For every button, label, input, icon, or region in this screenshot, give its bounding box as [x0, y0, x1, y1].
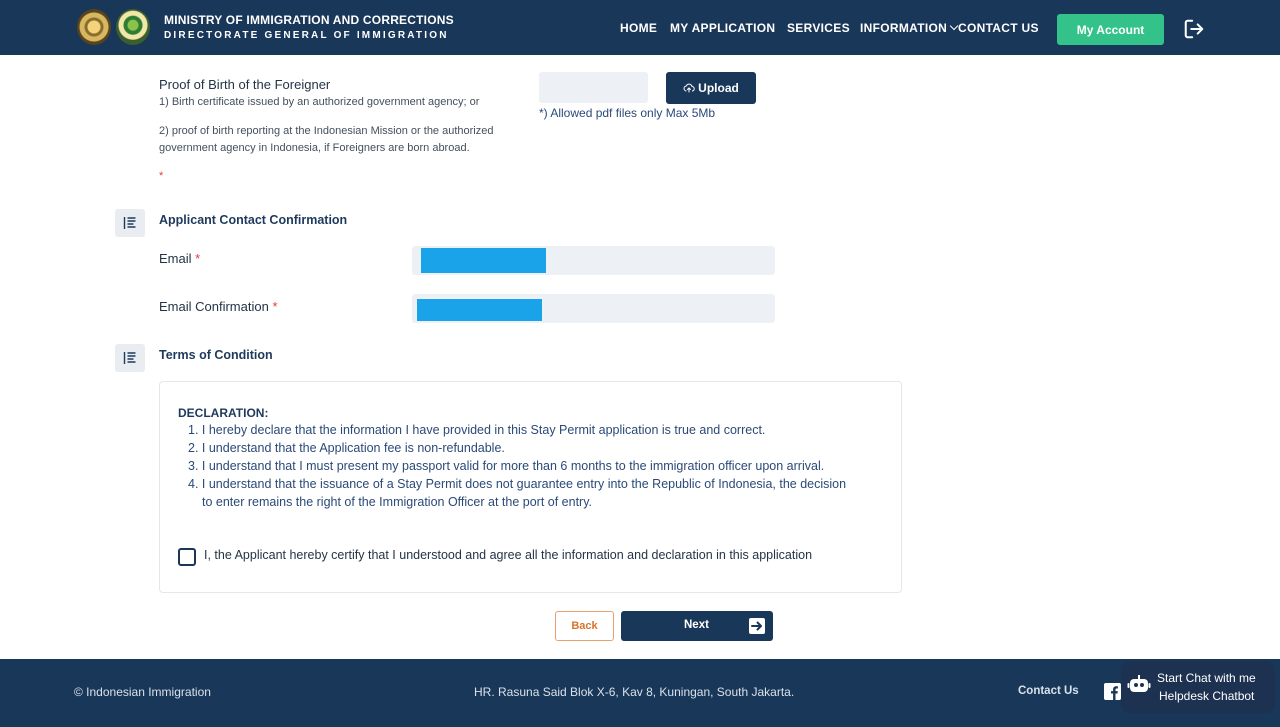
redacted-email-value — [421, 248, 546, 273]
declaration-item-4-continued: to enter remains the right of the Immigration Officer at the port of entry. — [202, 495, 592, 509]
cloud-upload-icon — [683, 82, 695, 94]
birth-proof-title: Proof of Birth of the Foreigner — [159, 77, 331, 92]
declaration-item-4: 4. I understand that the issuance of a Stay Permit does not guarantee entry into the Republic of Indonesia, the decision — [188, 477, 847, 491]
declaration-item-1: 1. I hereby declare that the information I have provided in this Stay Permit application is true and correct. — [188, 423, 766, 437]
next-button-label: Next — [684, 619, 709, 631]
birth-proof-file-field[interactable] — [539, 72, 648, 103]
nav-information[interactable] — [860, 21, 957, 35]
agree-checkbox[interactable] — [178, 548, 196, 566]
helpdesk-chatbot-button[interactable] — [1121, 661, 1275, 713]
arrow-right-icon — [749, 618, 765, 634]
declaration-item-3: 3. I understand that I must present my passport valid for more than 6 months to the immigration officer upon arrival. — [188, 459, 825, 473]
chat-line-1: Start Chat with me — [1157, 671, 1256, 685]
upload-button-label: Upload — [698, 81, 739, 95]
immigration-emblem-logo[interactable] — [116, 9, 150, 45]
agree-text: I, the Applicant hereby certify that I understood and agree all the information and declaration in this application — [204, 548, 813, 562]
back-button[interactable]: Back — [555, 611, 614, 641]
email-label-text: Email — [159, 251, 192, 266]
my-account-button[interactable]: My Account — [1057, 14, 1164, 45]
birth-proof-line2a: 2) proof of birth reporting at the Indonesian Mission or the authorized — [159, 125, 494, 137]
contact-section-title: Applicant Contact Confirmation — [159, 213, 348, 227]
declaration-item-2: 2. I understand that the Application fee is non-refundable. — [188, 441, 505, 455]
terms-section-title: Terms of Condition — [159, 348, 273, 362]
robot-icon — [1127, 673, 1151, 697]
brand-ministry-name: MINISTRY OF IMMIGRATION AND CORRECTIONS — [164, 13, 454, 27]
birth-proof-line2b: government agency in Indonesia, if Foreigners are born abroad. — [159, 142, 470, 154]
nav-contact-us[interactable]: CONTACT US — [958, 21, 1039, 35]
required-mark: * — [195, 251, 201, 266]
required-mark: * — [272, 299, 278, 314]
ministry-emblem-logo[interactable] — [77, 9, 111, 45]
upload-hint: *) Allowed pdf files only Max 5Mb — [539, 106, 716, 120]
email-confirmation-label-text: Email Confirmation — [159, 299, 269, 314]
nav-services[interactable]: SERVICES — [787, 21, 850, 35]
footer-copyright: © Indonesian Immigration — [74, 685, 211, 699]
list-icon — [115, 209, 145, 237]
list-icon — [115, 344, 145, 372]
upload-button[interactable] — [666, 72, 756, 104]
footer — [0, 659, 1280, 727]
required-mark: * — [159, 170, 164, 182]
top-header — [0, 0, 1280, 55]
next-button[interactable] — [621, 611, 773, 641]
redacted-email-confirmation-value — [417, 299, 542, 321]
footer-address: HR. Rasuna Said Blok X-6, Kav 8, Kuningan, South Jakarta. — [474, 685, 795, 699]
facebook-icon[interactable] — [1104, 683, 1121, 700]
brand-directorate-name: DIRECTORATE GENERAL OF IMMIGRATION — [164, 30, 449, 41]
nav-home[interactable]: HOME — [620, 21, 658, 35]
footer-contact-us-link[interactable]: Contact Us — [1018, 685, 1079, 697]
logout-icon[interactable] — [1183, 18, 1205, 40]
nav-my-application[interactable]: MY APPLICATION — [670, 21, 776, 35]
chat-line-2: Helpdesk Chatbot — [1159, 689, 1255, 703]
email-confirmation-label — [159, 299, 278, 314]
declaration-title: DECLARATION: — [178, 406, 269, 420]
email-label — [159, 251, 200, 266]
nav-information-label: INFORMATION — [860, 21, 948, 35]
birth-proof-line1: 1) Birth certificate issued by an authorized government agency; or — [159, 96, 480, 108]
